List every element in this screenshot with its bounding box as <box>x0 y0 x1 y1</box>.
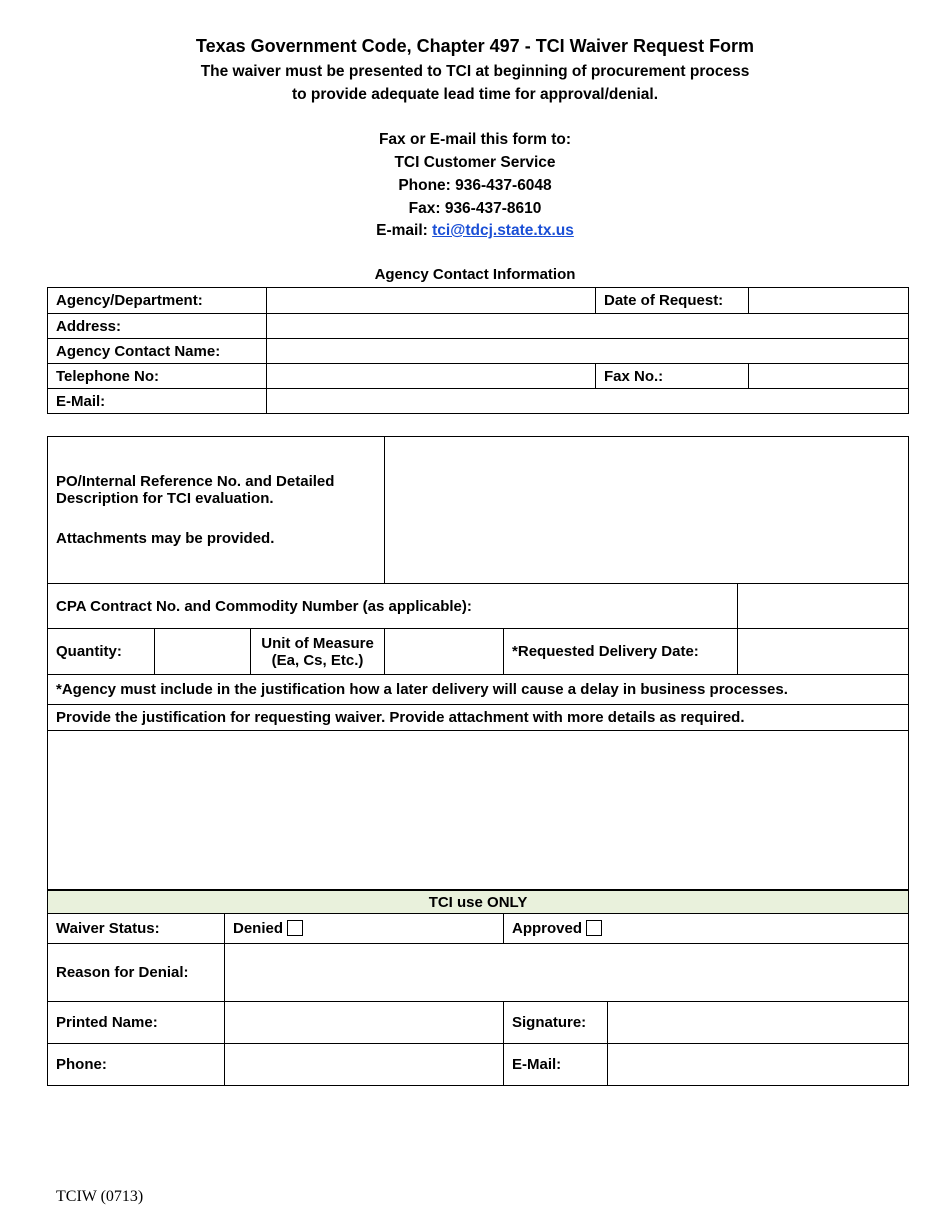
agency-contact-name-label: Agency Contact Name: <box>48 339 267 364</box>
contact-org: TCI Customer Service <box>394 154 556 171</box>
contact-phone: Phone: 936-437-6048 <box>398 177 552 194</box>
request-details-table <box>47 436 909 890</box>
denied-label: Denied <box>233 920 284 937</box>
denied-checkbox[interactable] <box>287 920 303 936</box>
date-of-request-label: Date of Request: <box>596 288 749 314</box>
fax-no-field[interactable] <box>749 364 909 389</box>
description-label-line1: PO/Internal Reference No. and Detailed <box>56 473 335 490</box>
agency-email-field[interactable] <box>267 389 909 414</box>
tci-use-only-table <box>47 890 909 1086</box>
address-label: Address: <box>48 314 267 339</box>
unit-of-measure-field[interactable] <box>385 629 504 675</box>
requested-delivery-date-field[interactable] <box>738 629 909 675</box>
address-field[interactable] <box>267 314 909 339</box>
requested-delivery-date-label: *Requested Delivery Date: <box>504 629 738 675</box>
tci-email-field[interactable] <box>608 1044 909 1086</box>
agency-contact-name-field[interactable] <box>267 339 909 364</box>
tci-phone-label: Phone: <box>48 1044 225 1086</box>
telephone-label: Telephone No: <box>48 364 267 389</box>
form-id: TCIW (0713) <box>56 1188 144 1205</box>
cpa-contract-field[interactable] <box>738 584 909 629</box>
tci-email-label: E-Mail: <box>504 1044 608 1086</box>
justification-label: Provide the justification for requesting waiver. Provide attachment with more details as required. <box>48 705 909 731</box>
quantity-label: Quantity: <box>48 629 155 675</box>
approved-label: Approved <box>512 920 583 937</box>
approved-checkbox[interactable] <box>586 920 602 936</box>
description-label-line2: Description for TCI evaluation. <box>56 490 274 507</box>
fax-no-label: Fax No.: <box>596 364 749 389</box>
agency-section-title: Agency Contact Information <box>374 266 576 283</box>
unit-of-measure-label <box>251 629 385 675</box>
signature-field[interactable] <box>608 1002 909 1044</box>
form-title: Texas Government Code, Chapter 497 - TCI Waiver Request Form <box>195 36 755 56</box>
contact-email-link[interactable]: tci@tdcj.state.tx.us <box>432 222 574 239</box>
tci-use-only-header: TCI use ONLY <box>48 891 909 914</box>
waiver-status-label: Waiver Status: <box>48 914 225 944</box>
delivery-justification-note: *Agency must include in the justification how a later delivery will cause a delay in business processes. <box>48 675 909 705</box>
justification-field[interactable] <box>48 731 909 890</box>
contact-email-line <box>0 222 950 240</box>
signature-label: Signature: <box>504 1002 608 1044</box>
attachments-note: Attachments may be provided. <box>56 530 275 547</box>
form-subtitle-line1: The waiver must be presented to TCI at beginning of procurement process <box>200 63 750 80</box>
date-of-request-field[interactable] <box>749 288 909 314</box>
agency-department-field[interactable] <box>267 288 596 314</box>
denied-option <box>225 914 504 944</box>
form-subtitle-line2: to provide adequate lead time for approval/denial. <box>291 86 659 103</box>
reason-for-denial-label: Reason for Denial: <box>48 944 225 1002</box>
description-label-cell <box>48 437 385 584</box>
contact-fax: Fax: 936-437-8610 <box>408 200 542 217</box>
description-field[interactable] <box>385 437 909 584</box>
cpa-contract-label: CPA Contract No. and Commodity Number (as applicable): <box>48 584 738 629</box>
approved-option <box>504 914 909 944</box>
contact-instruction: Fax or E-mail this form to: <box>378 131 572 148</box>
uom-label-line1: Unit of Measure <box>261 634 374 652</box>
quantity-field[interactable] <box>155 629 251 675</box>
reason-for-denial-field[interactable] <box>225 944 909 1002</box>
contact-email-label: E-mail: <box>376 222 428 239</box>
agency-email-label: E-Mail: <box>48 389 267 414</box>
tci-phone-field[interactable] <box>225 1044 504 1086</box>
agency-contact-table <box>47 287 909 414</box>
telephone-field[interactable] <box>267 364 596 389</box>
printed-name-label: Printed Name: <box>48 1002 225 1044</box>
uom-label-line2: (Ea, Cs, Etc.) <box>271 651 364 669</box>
printed-name-field[interactable] <box>225 1002 504 1044</box>
agency-department-label: Agency/Department: <box>48 288 267 314</box>
